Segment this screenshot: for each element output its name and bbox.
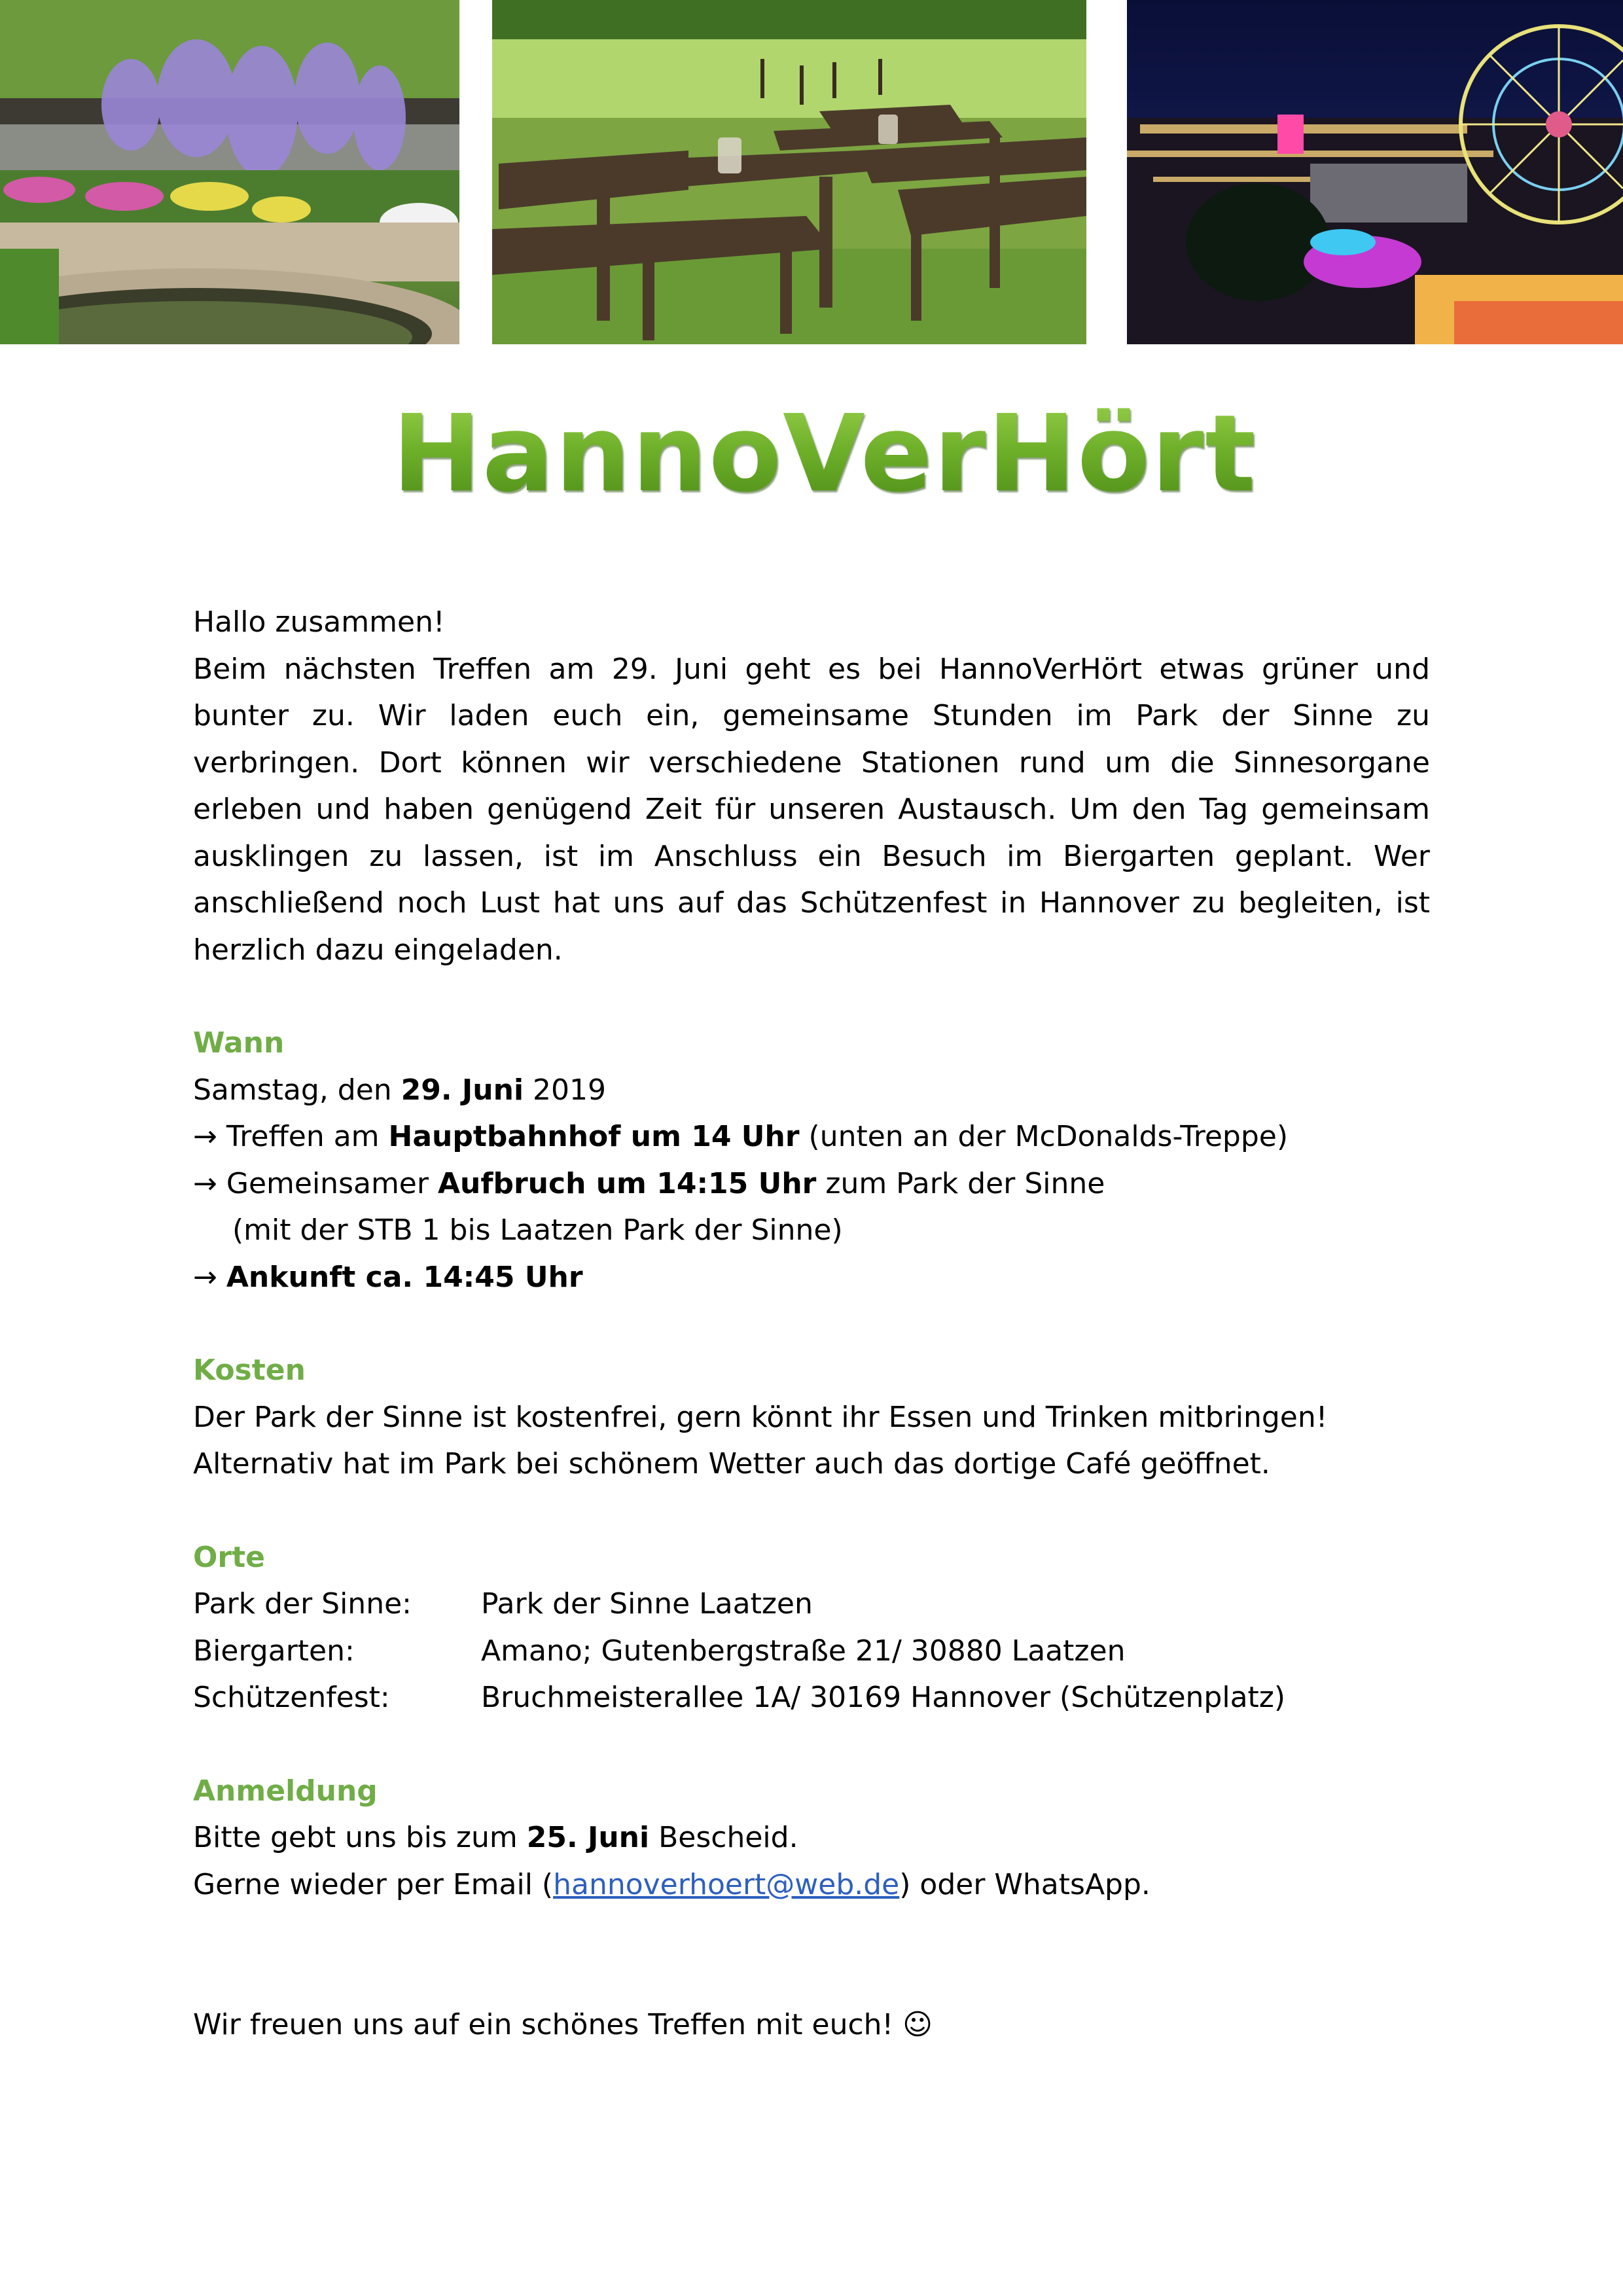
date-suffix: 2019 bbox=[524, 1073, 607, 1107]
kosten-line-1: Der Park der Sinne ist kostenfrei, gern könnt ihr Essen und Trinken mitbringen! bbox=[193, 1400, 1328, 1434]
line2-bold: Aufbruch um 14:15 Uhr bbox=[437, 1166, 817, 1200]
fairground-photo bbox=[1127, 0, 1623, 344]
schedule-line-1 bbox=[193, 1113, 1430, 1160]
page-title: HannoVerHört bbox=[0, 393, 1623, 516]
orte-row bbox=[193, 1628, 1430, 1675]
section-heading-anmeldung: Anmeldung bbox=[193, 1774, 378, 1808]
email-link[interactable]: hannoverhoert@web.de bbox=[553, 1867, 900, 1901]
orte-value: Park der Sinne Laatzen bbox=[481, 1587, 813, 1621]
kosten-line-2: Alternativ hat im Park bei schönem Wetter auch das dortige Café geöffnet. bbox=[193, 1447, 1270, 1480]
email-suffix: ) oder WhatsApp. bbox=[899, 1867, 1150, 1901]
orte-value: Amano; Gutenbergstraße 21/ 30880 Laatzen bbox=[481, 1634, 1126, 1668]
section-heading-kosten: Kosten bbox=[193, 1354, 306, 1387]
line1-bold: Hauptbahnhof um 14 Uhr bbox=[388, 1120, 800, 1153]
orte-label: Park der Sinne: bbox=[193, 1587, 412, 1621]
schedule-line-3: (mit der STB 1 bis Laatzen Park der Sinne) bbox=[232, 1213, 843, 1247]
anmeldung-line-1 bbox=[193, 1814, 1430, 1861]
email-prefix: Gerne wieder per Email ( bbox=[193, 1867, 554, 1901]
line4-bold: Ankunft ca. 14:45 Uhr bbox=[226, 1260, 583, 1294]
orte-row bbox=[193, 1581, 1430, 1628]
anmeldung-bold: 25. Juni bbox=[526, 1821, 650, 1854]
section-heading-orte: Orte bbox=[193, 1540, 265, 1574]
schedule-line-4 bbox=[193, 1254, 1430, 1301]
beer-garden-photo bbox=[492, 0, 1086, 344]
date-prefix: Samstag, den bbox=[193, 1073, 401, 1107]
line1-prefix: → Treffen am bbox=[193, 1120, 389, 1153]
line1-suffix: (unten an der McDonalds-Treppe) bbox=[799, 1120, 1288, 1153]
anmeldung-suffix: Bescheid. bbox=[649, 1821, 798, 1854]
anmeldung-prefix: Bitte gebt uns bis zum bbox=[193, 1821, 527, 1854]
section-heading-wann: Wann bbox=[193, 1026, 285, 1060]
line2-prefix: → Gemeinsamer bbox=[193, 1166, 438, 1200]
orte-label: Schützenfest: bbox=[193, 1681, 390, 1714]
orte-value: Bruchmeisterallee 1A/ 30169 Hannover (Schützenplatz) bbox=[481, 1681, 1286, 1714]
intro-paragraph: Beim nächsten Treffen am 29. Juni geht es bei HannoVerHört etwas grüner und bunter zu. Wir laden euch ein, gemeinsame Stunden im Park der Sinne zu verbringen. Dort können wir verschiedene Stationen rund um die Sinnesorgane erleben und haben genügend Zeit für unseren Austausch. Um den Tag gemeinsam ausklingen zu lassen, ist im Anschluss ein Besuch im Biergarten geplant. Wer anschließend noch Lust hat uns auf das Schützenfest in Hannover zu begleiten, ist herzlich dazu eingeladen. bbox=[193, 652, 1430, 967]
date-bold: 29. Juni bbox=[401, 1073, 524, 1107]
date-line bbox=[193, 1067, 1430, 1114]
letter-body bbox=[193, 599, 1430, 2049]
greeting: Hallo zusammen! bbox=[193, 605, 445, 639]
garden-photo bbox=[0, 0, 459, 344]
line2-suffix: zum Park der Sinne bbox=[816, 1166, 1105, 1200]
orte-label: Biergarten: bbox=[193, 1634, 355, 1668]
orte-row bbox=[193, 1674, 1430, 1721]
closing-line: Wir freuen uns auf ein schönes Treffen mit euch! ☺ bbox=[193, 2008, 933, 2041]
schedule-line-2 bbox=[193, 1160, 1430, 1208]
line4-prefix: → bbox=[193, 1260, 226, 1294]
anmeldung-line-2 bbox=[193, 1861, 1430, 1909]
